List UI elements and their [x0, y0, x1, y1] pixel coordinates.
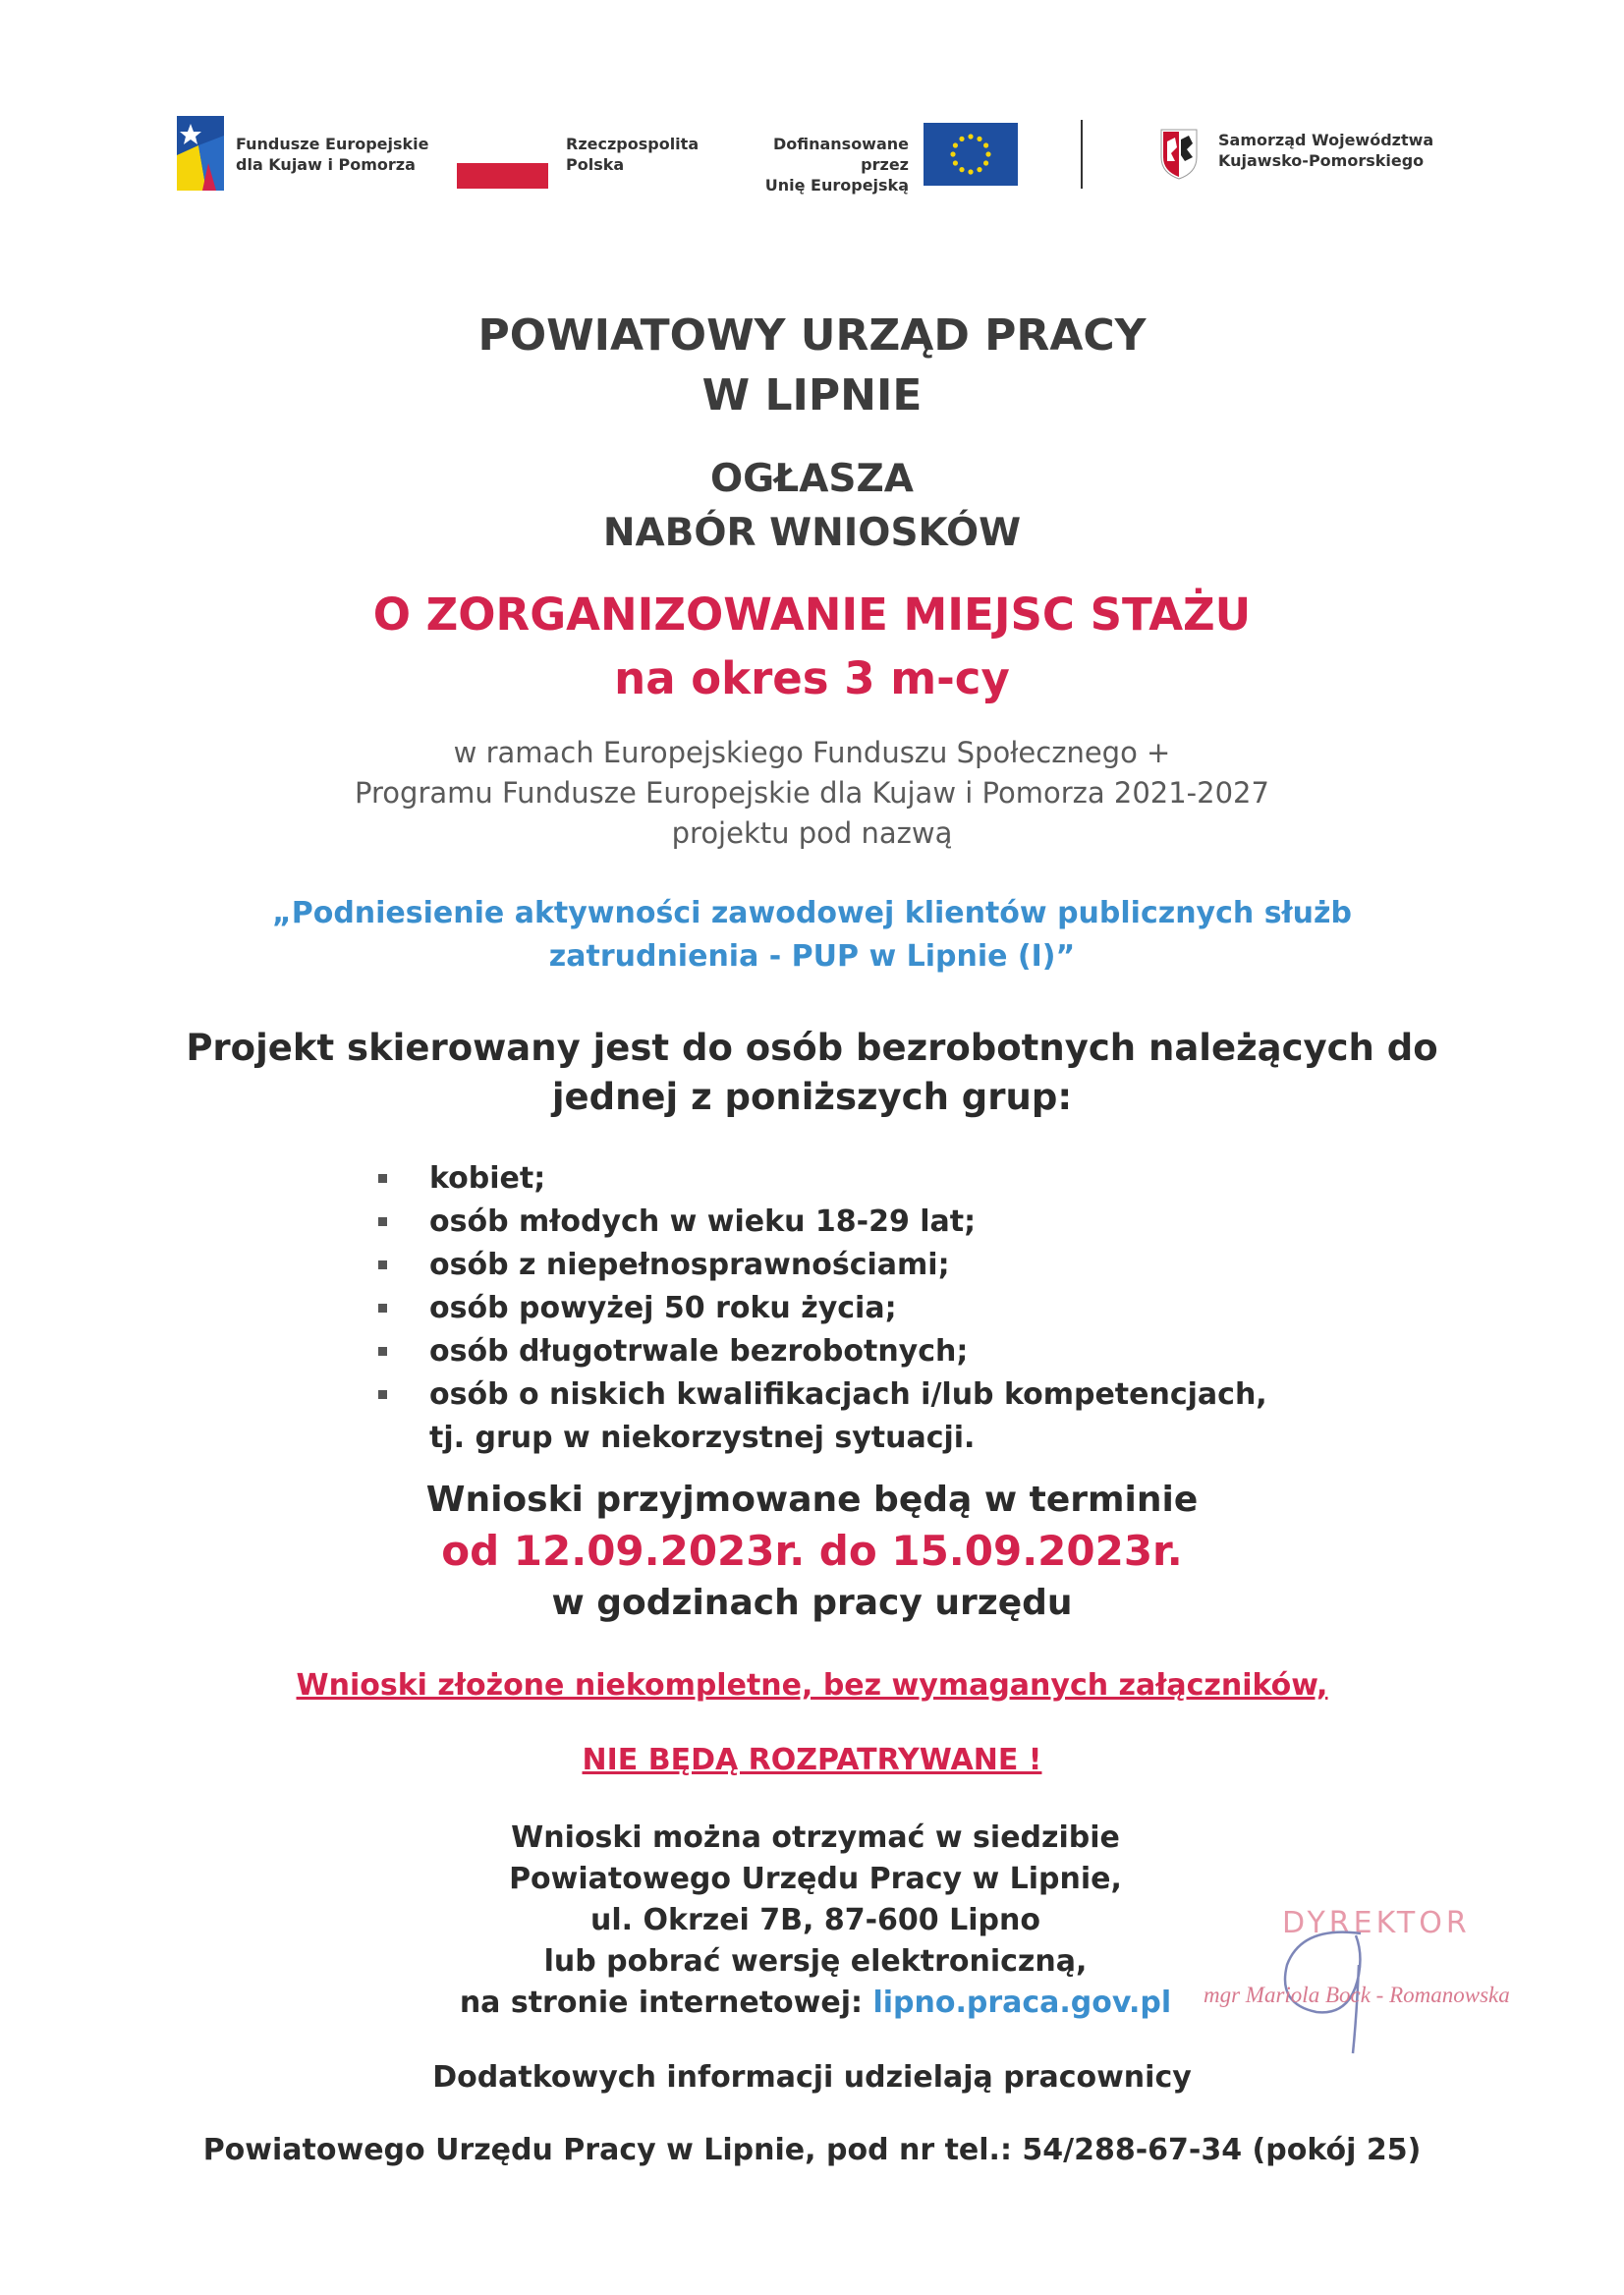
deadline-dates: od 12.09.2023r. do 15.09.2023r.: [441, 1527, 1183, 1575]
sw-logo-line1: Samorząd Województwa: [1218, 131, 1434, 149]
bullet-icon: [378, 1304, 387, 1313]
list-item: osób powyżej 50 roku życia;: [378, 1287, 1361, 1330]
fe-logo-icon: [177, 116, 224, 191]
program-line1: w ramach Europejskiego Funduszu Społecznego +: [453, 736, 1171, 769]
signature-title: DYREKTOR: [1282, 1906, 1471, 1940]
bullet-icon: [378, 1217, 387, 1226]
eu-logo-line1: Dofinansowane przez: [772, 135, 909, 174]
info-line2: Powiatowego Urzędu Pracy w Lipnie, pod nr tel.: 54/288-67-34 (pokój 25): [202, 2133, 1422, 2167]
info-line1: Dodatkowych informacji udzielają pracownicy: [432, 2060, 1192, 2095]
deadline-line3: w godzinach pracy urzędu: [551, 1583, 1073, 1623]
coat-of-arms-icon: [1159, 128, 1199, 181]
website-prefix: na stronie internetowej:: [459, 1986, 873, 2020]
signature-stamp: [1204, 1906, 1577, 2063]
eu-logo-text: [722, 134, 909, 196]
contact-line2: Powiatowego Urzędu Pracy w Lipnie,: [509, 1862, 1122, 1896]
rp-logo-line2: Polska: [566, 155, 625, 174]
contact-line5: [422, 1983, 1208, 2024]
list-item: kobiet;: [378, 1157, 1361, 1201]
page-title-line1: POWIATOWY URZĄD PRACY: [477, 310, 1147, 361]
logo-bar: [0, 0, 1624, 216]
eu-flag-icon: [924, 123, 1018, 186]
topic-line1: O ZORGANIZOWANIE MIEJSC STAŻU: [372, 588, 1252, 641]
list-item: osób z niepełnosprawnościami;: [378, 1244, 1361, 1287]
announce-line1: OGŁASZA: [710, 457, 914, 501]
bullet-icon: [378, 1174, 387, 1183]
fe-logo-text: [236, 134, 432, 175]
fe-logo-line2: dla Kujaw i Pomorza: [236, 155, 416, 174]
signature-name: mgr Mariola Bock - Romanowska: [1204, 1983, 1510, 2007]
contact-line1: Wnioski można otrzymać w siedzibie: [511, 1820, 1120, 1855]
sw-logo-text: [1218, 130, 1454, 171]
logo-divider: [1081, 120, 1083, 189]
bullet-icon: [378, 1390, 387, 1399]
project-name-line2: zatrudnienia - PUP w Lipnie (I)”: [548, 939, 1076, 974]
target-line1: Projekt skierowany jest do osób bezrobotnych należących do: [186, 1027, 1438, 1069]
list-item-continuation: tj. grup w niekorzystnej sytuacji.: [429, 1421, 976, 1455]
page-title-line2: W LIPNIE: [701, 370, 923, 420]
list-item: osób młodych w wieku 18-29 lat;: [378, 1201, 1361, 1244]
program-line3: projektu pod nazwą: [671, 816, 953, 850]
contact-line4: lub pobrać wersję elektroniczną,: [543, 1944, 1088, 1979]
rp-logo-line1: Rzeczpospolita: [566, 135, 700, 153]
list-item: osób długotrwale bezrobotnych;: [378, 1330, 1361, 1373]
warning-line1: Wnioski złożone niekompletne, bez wymaganych załączników,: [296, 1668, 1328, 1703]
polish-flag-icon: [457, 138, 548, 189]
target-line2: jednej z poniższych grup:: [551, 1076, 1073, 1118]
announce-line2: NABÓR WNIOSKÓW: [602, 511, 1022, 555]
deadline-line1: Wnioski przyjmowane będą w terminie: [425, 1480, 1199, 1520]
bullet-icon: [378, 1260, 387, 1269]
eu-logo-line2: Unię Europejską: [764, 176, 909, 195]
program-line2: Programu Fundusze Europejskie dla Kujaw i Pomorza 2021-2027: [355, 776, 1269, 810]
project-name-line1: „Podniesienie aktywności zawodowej klientów publicznych służb: [272, 896, 1352, 930]
contact-line3: ul. Okrzei 7B, 87-600 Lipno: [590, 1903, 1040, 1937]
target-group-list: [378, 1157, 1361, 1460]
website-link[interactable]: lipno.praca.gov.pl: [872, 1986, 1172, 2020]
fe-logo-line1: Fundusze Europejskie: [236, 135, 429, 153]
sw-logo-line2: Kujawsko-Pomorskiego: [1218, 151, 1425, 170]
warning-line2: NIE BĘDĄ ROZPATRYWANE !: [582, 1743, 1042, 1777]
rp-logo-text: [566, 134, 703, 175]
contact-block: [422, 1818, 1208, 2024]
list-item: osób o niskich kwalifikacjach i/lub kompetencjach,: [378, 1373, 1361, 1417]
topic-line2: na okres 3 m-cy: [614, 652, 1010, 704]
bullet-icon: [378, 1347, 387, 1356]
